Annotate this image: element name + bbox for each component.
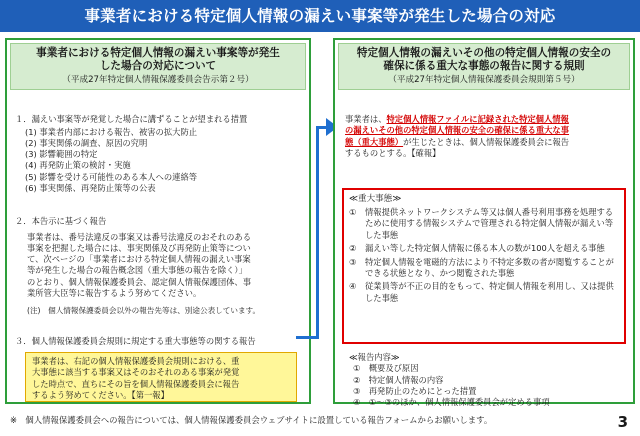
item-text: 漏えい等した特定個人情報に係る本人の数が100人を超える事態 xyxy=(365,243,605,254)
intro-line-2 xyxy=(345,125,629,136)
right-panel xyxy=(333,38,635,408)
list-item: ④ ①～③のほか、個人情報保護委員会が定める事項 xyxy=(353,397,550,408)
list-item xyxy=(349,207,619,241)
left-panel xyxy=(5,38,311,404)
section-2 xyxy=(15,216,309,317)
left-panel-header xyxy=(10,43,306,90)
arrow-segment-vertical xyxy=(316,126,319,339)
intro-plain-2: が生じたときは、個人情報保護委員会に報告 xyxy=(403,136,570,147)
right-intro xyxy=(345,114,629,159)
intro-red-3: 態（重大事態） xyxy=(345,136,404,147)
right-header-subtitle: （平成27年特定個人情報保護委員会規則第５号） xyxy=(388,75,580,85)
list-item xyxy=(349,243,619,254)
arrow-segment-bottom xyxy=(296,336,318,339)
item-text: 特定個人情報を電磁的方法により不特定多数の者が閲覧することができる状態となり、かつ閲覧された事態 xyxy=(365,256,614,279)
item-number: ① xyxy=(349,207,357,217)
serious-incident-frame xyxy=(342,188,626,344)
intro-line-3 xyxy=(345,137,629,148)
intro-plain-1: 事業者は、 xyxy=(345,114,387,124)
box-line: 大事態に該当する事案又はそのおそれのある事案が発覚 xyxy=(32,367,240,378)
intro-line-4: するものとする。【確報】 xyxy=(345,147,441,158)
footer-note: ※ 個人情報保護委員会への報告については、個人情報保護委員会ウェブサイトに設置している報告フォームからお願いします。 xyxy=(10,415,493,425)
list-item xyxy=(349,281,619,304)
first-report-box xyxy=(25,352,297,402)
list-item: (2) 事実関係の調査、原因の究明 xyxy=(25,137,148,148)
section-3 xyxy=(15,336,309,348)
right-panel-header xyxy=(338,43,630,90)
box-line: するよう努めてください。【第一報】 xyxy=(32,389,169,400)
section-1-title: １．漏えい事案等が発覚した場合に講ずることが望まれる措置 xyxy=(15,114,248,124)
list-item: (1) 事業者内部における報告、被害の拡大防止 xyxy=(25,126,198,137)
body-line: 事業者は、番号法違反の事案又は番号法違反のおそれのある xyxy=(27,231,252,242)
intro-red-1: 特定個人情報ファイルに記録された特定個人情報 xyxy=(386,114,569,124)
list-item: ② 特定個人情報の内容 xyxy=(353,374,444,385)
list-item: ③ 再発防止のためにとった措置 xyxy=(353,385,477,396)
left-header-line1: 事業者における特定個人情報の漏えい事案等が発生 xyxy=(36,47,280,59)
list-item: (6) 事実関係、再発防止策等の公表 xyxy=(25,183,156,194)
body-line: のとおり、個人情報保護委員会、認定個人情報保護団体、事 xyxy=(27,276,252,287)
list-item xyxy=(349,257,619,280)
section-1 xyxy=(15,114,307,194)
item-number: ② xyxy=(349,243,357,254)
box-line: した時点で、直ちにその旨を個人情報保護委員会に報告 xyxy=(32,378,240,389)
item-number: ③ xyxy=(349,256,357,267)
section-1-list xyxy=(15,127,307,195)
body-line: 業所管大臣等に報告するよう努めてください。 xyxy=(27,288,202,299)
item-text: 情報提供ネットワークシステム等又は個人番号利用事務を処理するために使用する情報システムで管理される特定個人情報が漏えい等した事態 xyxy=(365,207,614,240)
box-line: 事業者は、右記の個人情報保護委員会規則における、重 xyxy=(32,356,240,366)
section-2-body xyxy=(15,232,309,300)
page-number: 3 xyxy=(617,413,628,431)
intro-line-1 xyxy=(345,114,629,125)
left-header-subtitle: （平成27年特定個人情報保護委員会告示第２号） xyxy=(62,75,254,85)
report-content-list xyxy=(349,363,629,408)
report-content-title: ≪報告内容≫ xyxy=(349,352,400,362)
report-content xyxy=(349,352,629,408)
list-item: (3) 影響範囲の特定 xyxy=(25,149,98,160)
section-2-title: ２．本告示に基づく報告 xyxy=(15,216,107,226)
list-item: (4) 再発防止策の検討・実施 xyxy=(25,160,131,171)
page-title: 事業者における特定個人情報の漏えい事案等が発生した場合の対応 xyxy=(0,0,640,32)
list-item: ① 概要及び原因 xyxy=(353,363,419,374)
item-number: ④ xyxy=(349,281,357,292)
section-2-note: (注) 個人情報保護委員会以外の報告先等は、別途公表しています。 xyxy=(27,306,261,316)
list-item: (5) 影響を受ける可能性のある本人への連絡等 xyxy=(25,171,198,182)
right-header-line2: 確保に係る重大な事態の報告に関する規則 xyxy=(383,60,585,72)
body-line: 等が発生した場合の報告概念図（重大事態の報告を除く）」 xyxy=(27,265,247,276)
section-3-title: ３．個人情報保護委員会規則に規定する重大事態等の関する報告 xyxy=(15,336,256,346)
body-line: て、次ページの「事業者における特定個人情報の漏えい事案 xyxy=(27,254,251,265)
left-header-line2: した場合の対応について xyxy=(99,60,217,72)
intro-red-2: の漏えいその他の特定個人情報の安全の確保に係る重大な事 xyxy=(345,125,570,136)
serious-incident-title: ≪重大事態≫ xyxy=(349,194,402,204)
body-line: 事案を把握した場合には、事実関係及び再発防止策等につい xyxy=(27,242,251,253)
item-text: 従業員等が不正の目的をもって、特定個人情報を利用し、又は提供した事態 xyxy=(365,281,614,303)
right-header-line1: 特定個人情報の漏えいその他の特定個人情報の安全の xyxy=(356,47,612,59)
